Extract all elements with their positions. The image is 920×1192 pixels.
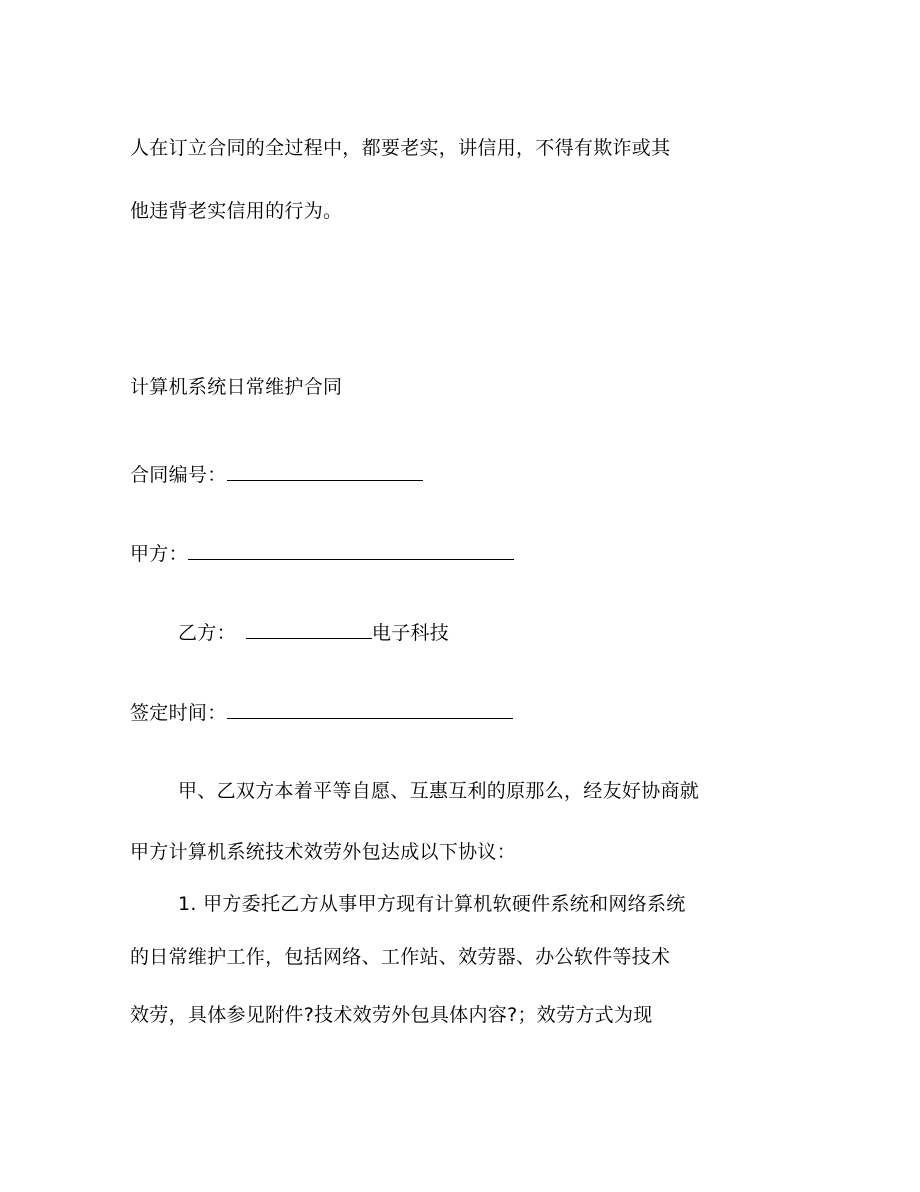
sign-time-row	[130, 700, 513, 725]
contract-number-row	[130, 462, 423, 487]
clause-1-line-1: 1. 甲方委托乙方从事甲方现有计算机软硬件系统和网络系统	[178, 893, 686, 915]
sign-time-label: 签定时间：	[130, 702, 227, 724]
preamble-line-1: 甲、乙双方本着平等自愿、互惠互利的原那么，经友好协商就	[178, 780, 700, 802]
clause-1-line-3: 效劳，具体参见附件?技术效劳外包具体内容?；效劳方式为现	[130, 1004, 653, 1026]
party-a-row	[130, 541, 514, 566]
sign-time-blank	[227, 700, 513, 719]
clause-1-line-2: 的日常维护工作，包括网络、工作站、效劳器、办公软件等技术	[130, 946, 671, 968]
party-a-blank	[188, 541, 514, 560]
party-b-row	[178, 620, 449, 645]
contract-number-blank	[227, 462, 423, 481]
preamble-line-2: 甲方计算机系统技术效劳外包达成以下协议：	[130, 841, 517, 863]
contract-number-label: 合同编号：	[130, 464, 227, 486]
party-b-label: 乙方：	[178, 622, 236, 644]
party-b-blank	[246, 620, 372, 639]
intro-paragraph-line-2: 他违背老实信用的行为。	[130, 200, 343, 222]
party-b-suffix: 电子科技	[371, 622, 450, 644]
party-a-label: 甲方：	[130, 543, 188, 565]
intro-paragraph-line-1: 人在订立合同的全过程中，都要老实，讲信用，不得有欺诈或其	[130, 137, 671, 159]
contract-title: 计算机系统日常维护合同	[130, 376, 343, 398]
